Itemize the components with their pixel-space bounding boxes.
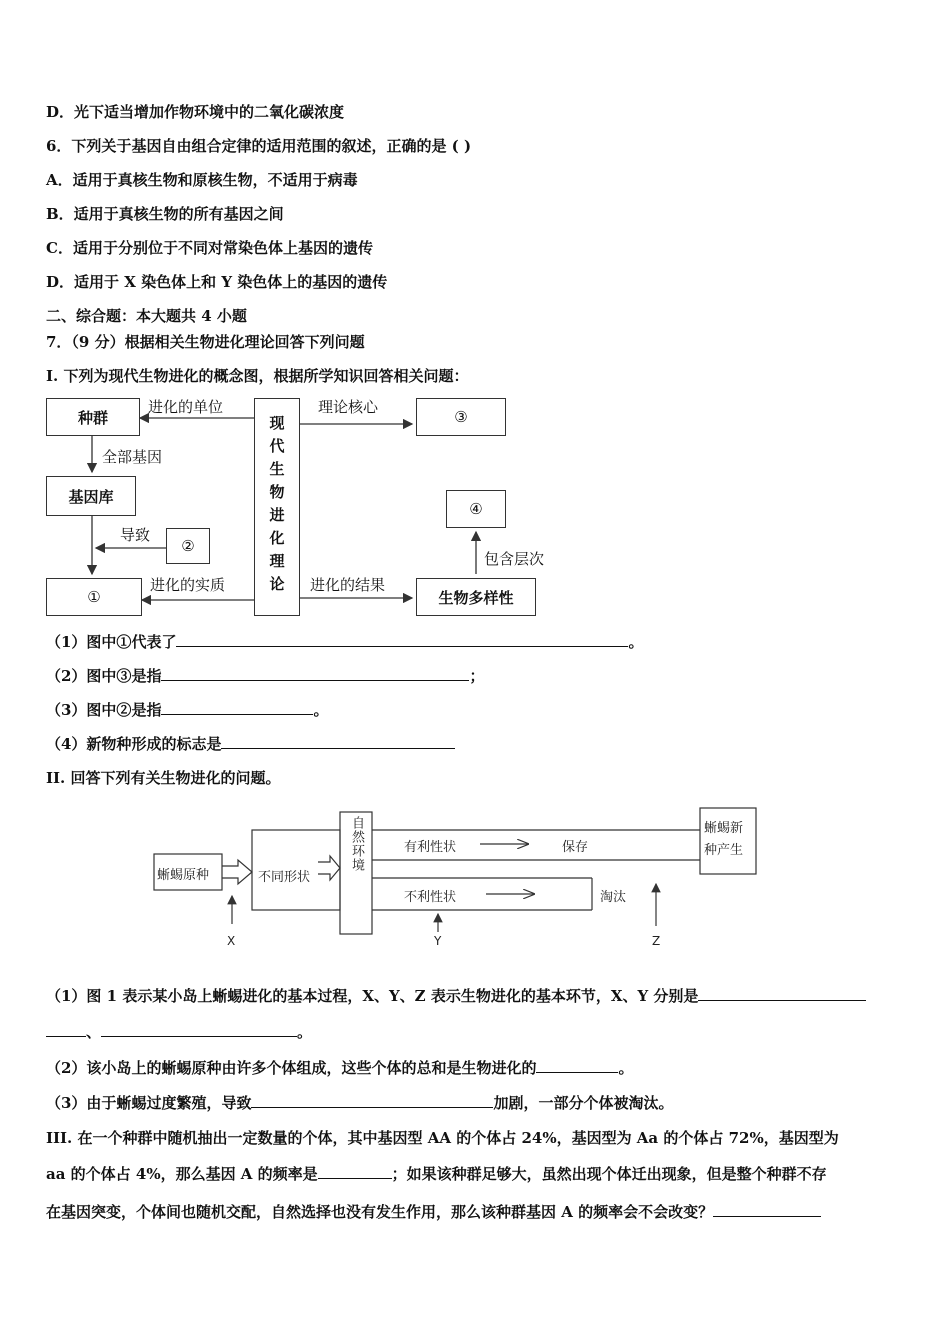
different-traits-label: 不同形状 [258, 870, 311, 885]
answer-blank[interactable] [713, 1202, 821, 1217]
part-i-intro: I. 下列为现代生物进化的概念图，根据所学知识回答相关问题： [46, 367, 469, 385]
part-ii-q1 [46, 986, 866, 1006]
part-i-q3-end: 。 [313, 701, 329, 719]
part-iii-line1: III. 在一个种群中随机抽出一定数量的个体，其中基因型 AA 的个体占 24%，基因型为 Aa 的个体占 72%，基因型为 [46, 1129, 839, 1147]
part-ii-q3 [46, 1093, 673, 1113]
question-7: 7．（9 分）根据相关生物进化理论回答下列问题 [46, 333, 365, 351]
part-i-q4-text: （4）新物种形成的标志是 [46, 735, 222, 753]
part-iii-line2 [46, 1164, 827, 1184]
part-ii-q3-end: 加剧，一部分个体被淘汰。 [493, 1094, 674, 1112]
part-i-q3-text: （3）图中②是指 [46, 701, 162, 719]
circle1-label: ① [87, 588, 101, 606]
part-iii-line3 [46, 1202, 821, 1222]
biodiversity-label: 生物多样性 [438, 588, 514, 607]
answer-blank[interactable] [101, 1022, 297, 1037]
answer-blank[interactable] [46, 1022, 86, 1037]
answer-blank[interactable] [536, 1058, 618, 1073]
question-6-text: 6．下列关于基因自由组合定律的适用范围的叙述，正确的是 ( ) [46, 137, 472, 155]
favorable-traits-label: 有利性状 [404, 840, 457, 855]
part-ii-q1-cont [46, 1022, 312, 1042]
z-label: Z [652, 934, 661, 948]
part-ii-q3-text: （3）由于蜥蜴过度繁殖，导致 [46, 1094, 252, 1112]
x-label: X [227, 934, 236, 948]
population-label: 种群 [77, 408, 108, 427]
levels-label: 包含层次 [484, 550, 545, 568]
part-ii-q2 [46, 1058, 633, 1078]
part-iii-text-c: 在基因突变，个体间也随机交配，自然选择也没有发生作用，那么该种群基因 A 的频率会不会改变？ [46, 1203, 714, 1221]
part-iii-text-b: ；如果该种群足够大，虽然出现个体迁出现象，但是整个种群不存 [391, 1165, 827, 1183]
essence-label: 进化的实质 [150, 576, 226, 594]
q6-option-a: A．适用于真核生物和原核生物，不适用于病毒 [46, 171, 358, 189]
part-i-q2-end: ； [469, 667, 485, 685]
circle2-label: ② [181, 537, 195, 555]
nature-label: 自然环境 [349, 816, 364, 872]
part-iii-text-a: aa 的个体占 4%，那么基因 A 的频率是 [46, 1165, 318, 1183]
part-ii-q1-text: （1）图 1 表示某小岛上蜥蜴进化的基本过程，X、Y、Z 表示生物进化的基本环节，X、Y 分别是 [46, 987, 699, 1005]
theory-label: 现代生物进化理论 [267, 415, 286, 599]
all-genes-label: 全部基因 [102, 448, 163, 466]
unit-label: 进化的单位 [148, 398, 224, 416]
original-species-label: 蜥蜴原种 [157, 868, 210, 883]
part-i-q1-end: 。 [628, 633, 644, 651]
q6-option-b: B．适用于真核生物的所有基因之间 [46, 205, 284, 223]
lead-label: 导致 [120, 526, 151, 544]
section-heading: 二、综合题：本大题共 4 小题 [46, 307, 247, 325]
answer-blank[interactable] [251, 1093, 493, 1108]
part-i-q1-text: （1）图中①代表了 [46, 633, 177, 651]
part-ii-q2-end: 。 [618, 1059, 634, 1077]
part-ii-q2-text: （2）该小岛上的蜥蜴原种由许多个体组成，这些个体的总和是生物进化的 [46, 1059, 537, 1077]
core-label: 理论核心 [318, 398, 379, 416]
part-ii-intro: II. 回答下列有关生物进化的问题。 [46, 769, 281, 787]
y-label: Y [434, 934, 442, 948]
answer-blank[interactable] [318, 1164, 392, 1179]
new-species-label: 蜥蜴新种产生 [704, 821, 744, 858]
separator: 、 [86, 1023, 102, 1041]
q6-option-c: C．适用于分别位于不同对常染色体上基因的遗传 [46, 239, 373, 257]
q5-option-d: D．光下适当增加作物环境中的二氧化碳浓度 [46, 103, 345, 121]
unfavorable-traits-label: 不利性状 [404, 890, 457, 905]
part-ii-q1-end: 。 [297, 1023, 313, 1041]
part-i-q2-text: （2）图中③是指 [46, 667, 162, 685]
q6-option-d: D．适用于 X 染色体上和 Y 染色体上的基因的遗传 [46, 273, 388, 291]
circle3-label: ③ [454, 408, 468, 426]
gene-pool-label: 基因库 [68, 487, 114, 506]
eliminate-label: 淘汰 [600, 890, 627, 905]
circle4-label: ④ [469, 500, 483, 518]
preserve-label: 保存 [562, 840, 589, 855]
result-label: 进化的结果 [310, 576, 386, 594]
answer-blank[interactable] [698, 986, 866, 1001]
